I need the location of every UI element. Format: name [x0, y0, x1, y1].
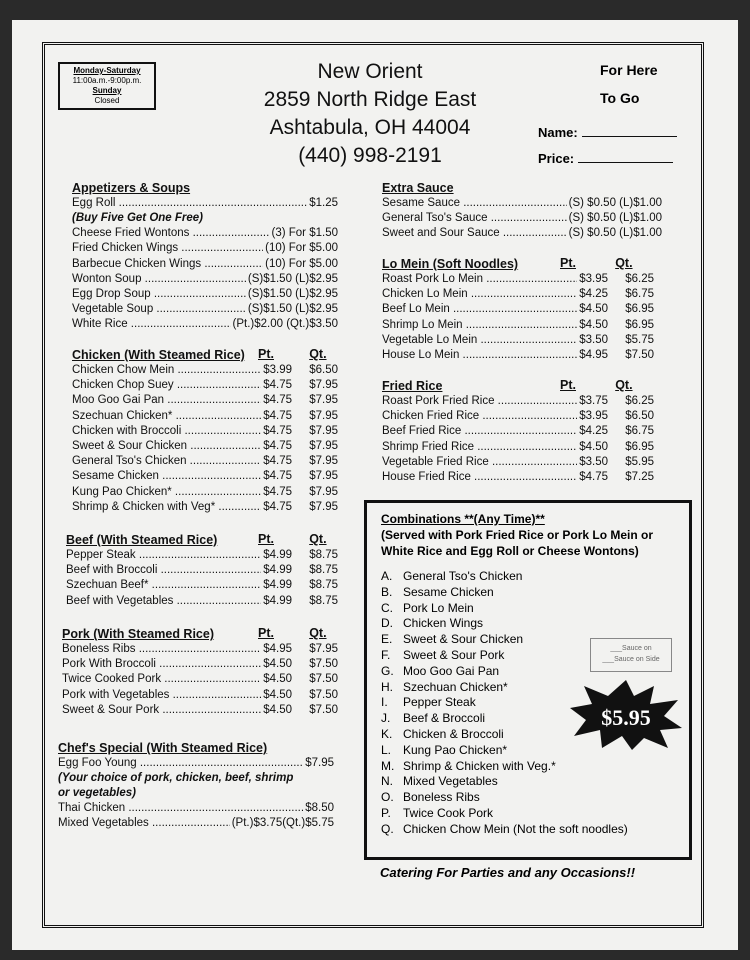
menu-row: Szechuan Beef* ..... $4.99 $8.75 — [66, 578, 338, 593]
section-title: Fried Rice — [382, 379, 443, 393]
menu-row: Sweet and Sour Sauce ..... (S) $0.50 (L)$1.00 — [382, 226, 662, 241]
menu-row: Vegetable Fried Rice ..... $3.50 $5.95 — [382, 455, 654, 470]
list-item: B. Sesame Chicken — [381, 584, 494, 599]
chefs-note: (Your choice of pork, chicken, beef, shrimp or vegetables) — [58, 772, 294, 800]
restaurant-header — [230, 58, 510, 170]
menu-row: Egg Roll ..... $1.25 — [72, 196, 338, 211]
menu-row: Egg Foo Young ..... $7.95 — [58, 756, 334, 771]
fried-rice-section — [382, 378, 654, 485]
menu-row: Shrimp Lo Mein ..... $4.50 $6.95 — [382, 318, 654, 333]
menu-row: Beef Fried Rice ..... $4.25 $6.75 — [382, 424, 654, 439]
hours-closed: Closed — [94, 96, 120, 105]
section-title: Chef's Special (With Steamed Rice) — [58, 741, 268, 755]
menu-row: Twice Cooked Pork ..... $4.50 $7.50 — [62, 672, 338, 687]
menu-row: Fried Chicken Wings ..... (10) For $5.00 — [72, 241, 338, 256]
extra-sauce-section — [382, 180, 662, 242]
combo-price: $5.95 — [601, 705, 651, 730]
menu-row: Pork with Vegetables ..... $4.50 $7.50 — [62, 688, 338, 703]
promo-note: (Buy Five Get One Free) — [72, 212, 204, 225]
order-fields — [538, 120, 677, 172]
list-item: G. Moo Goo Gai Pan — [381, 663, 500, 678]
for-here-label: For Here — [600, 62, 658, 78]
menu-row: Kung Pao Chicken* ..... $4.75 $7.95 — [72, 485, 338, 500]
lo-mein-section — [382, 256, 654, 363]
chefs-special-section — [58, 740, 334, 832]
menu-row: Chicken Chop Suey ..... $4.75 $7.95 — [72, 378, 338, 393]
menu-row: Chicken Chow Mein ..... $3.99 $6.50 — [72, 363, 338, 378]
menu-row: Wonton Soup ..... (S)$1.50 (L)$2.95 — [72, 272, 338, 287]
menu-row: Szechuan Chicken* ..... $4.75 $7.95 — [72, 409, 338, 424]
combo-desc: (Served with Pork Fried Rice or Pork Lo Mein or White Rice and Egg Roll or Cheese Wontons) — [381, 528, 654, 558]
combo-title: Combinations **(Any Time)** — [381, 512, 545, 526]
list-item: P. Twice Cook Pork — [381, 805, 494, 820]
menu-row: Egg Drop Soup ..... (S)$1.50 (L)$2.95 — [72, 287, 338, 302]
pork-col-headers: Pt. Qt. — [258, 626, 327, 640]
menu-row: Vegetable Soup ..... (S)$1.50 (L)$2.95 — [72, 302, 338, 317]
order-type — [600, 56, 658, 112]
menu-row: Beef with Broccoli ..... $4.99 $8.75 — [66, 563, 338, 578]
hours-time: 11:00a.m.-9:00p.m. — [72, 76, 142, 85]
price-line — [578, 162, 673, 163]
list-item: E. Sweet & Sour Chicken — [381, 632, 524, 647]
menu-row: Cheese Fried Wontons ..... (3) For $1.50 — [72, 226, 338, 241]
fried-rice-col-headers: Pt. Qt. — [560, 378, 633, 392]
price-label: Price: — [538, 151, 575, 166]
menu-row: Boneless Ribs ..... $4.95 $7.95 — [62, 642, 338, 657]
menu-row: Mixed Vegetables ..... (Pt.)$3.75(Qt.)$5.75 — [58, 816, 334, 831]
menu-row: Vegetable Lo Mein ..... $3.50 $5.75 — [382, 333, 654, 348]
sauce-side-label: ___Sauce on Side — [602, 656, 660, 663]
menu-row: Barbecue Chicken Wings ..... (10) For $5.00 — [72, 257, 338, 272]
menu-row: General Tso's Chicken ..... $4.75 $7.95 — [72, 454, 338, 469]
list-item: O. Boneless Ribs — [381, 790, 480, 805]
list-item: C. Pork Lo Mein — [381, 600, 474, 615]
menu-row: Sweet & Sour Chicken ..... $4.75 $7.95 — [72, 439, 338, 454]
menu-row: Pork With Broccoli ..... $4.50 $7.50 — [62, 657, 338, 672]
menu-row: Beef Lo Mein ..... $4.50 $6.95 — [382, 302, 654, 317]
restaurant-address: 2859 North Ridge East — [263, 88, 477, 111]
menu-row: Sweet & Sour Pork ..... $4.50 $7.50 — [62, 703, 338, 718]
menu-row: Thai Chicken ..... $8.50 — [58, 801, 334, 816]
section-title: Beef (With Steamed Rice) — [66, 533, 218, 547]
lo-mein-col-headers: Pt. Qt. — [560, 256, 633, 270]
section-title: Lo Mein (Soft Noodles) — [382, 257, 519, 271]
list-item: F. Sweet & Sour Pork — [381, 647, 505, 662]
menu-row: Moo Goo Gai Pan ..... $4.75 $7.95 — [72, 393, 338, 408]
appetizers-section — [72, 180, 338, 333]
menu-row: Beef with Vegetables ..... $4.99 $8.75 — [66, 594, 338, 609]
menu-row: Pepper Steak ..... $4.99 $8.75 — [66, 548, 338, 563]
chicken-section — [72, 347, 338, 515]
chicken-col-headers: Pt. Qt. — [258, 347, 327, 361]
menu-row: General Tso's Sauce ..... (S) $0.50 (L)$1.00 — [382, 211, 662, 226]
section-title: Appetizers & Soups — [72, 181, 191, 195]
menu-row: House Fried Rice ..... $4.75 $7.25 — [382, 470, 654, 485]
list-item: M. Shrimp & Chicken with Veg.* — [381, 758, 556, 773]
list-item: J. Beef & Broccoli — [381, 711, 486, 726]
restaurant-name: New Orient — [317, 60, 423, 83]
menu-row: Sesame Chicken ..... $4.75 $7.95 — [72, 469, 338, 484]
menu-row: Shrimp & Chicken with Veg* ..... $4.75 $7.95 — [72, 500, 338, 515]
list-item: A. General Tso's Chicken — [381, 569, 523, 583]
menu-row: Chicken Fried Rice ..... $3.95 $6.50 — [382, 409, 654, 424]
to-go-label: To Go — [600, 90, 640, 106]
price-starburst — [570, 680, 682, 750]
menu-row: House Lo Mein ..... $4.95 $7.50 — [382, 348, 654, 363]
list-item: Q. Chicken Chow Mein (Not the soft noodles) — [381, 821, 628, 836]
section-title: Chicken (With Steamed Rice) — [72, 348, 245, 362]
list-item: K. Chicken & Broccoli — [381, 726, 504, 741]
list-item: L. Kung Pao Chicken* — [381, 742, 508, 757]
sauce-option-box — [590, 638, 672, 672]
menu-row: Roast Pork Fried Rice ..... $3.75 $6.25 — [382, 394, 654, 409]
menu-row: Roast Pork Lo Mein ..... $3.95 $6.25 — [382, 272, 654, 287]
menu-row: Chicken with Broccoli ..... $4.75 $7.95 — [72, 424, 338, 439]
menu-row: White Rice ..... (Pt.)$2.00 (Qt.)$3.50 — [72, 317, 338, 332]
section-title: Pork (With Steamed Rice) — [62, 627, 215, 641]
beef-col-headers: Pt. Qt. — [258, 532, 327, 546]
section-title: Extra Sauce — [382, 181, 454, 195]
hours-days: Monday-Saturday — [73, 66, 141, 75]
restaurant-city: Ashtabula, OH 44004 — [269, 116, 471, 139]
sauce-on-label: ___Sauce on — [610, 645, 652, 652]
menu-row: Sesame Sauce ..... (S) $0.50 (L)$1.00 — [382, 196, 662, 211]
hours-sunday: Sunday — [92, 86, 122, 95]
catering-footer: Catering For Parties and any Occasions!! — [380, 865, 636, 880]
list-item: I. Pepper Steak — [381, 695, 476, 710]
name-label: Name: — [538, 125, 578, 140]
menu-row: Chicken Lo Mein ..... $4.25 $6.75 — [382, 287, 654, 302]
restaurant-phone: (440) 998-2191 — [298, 144, 442, 167]
menu-row: Shrimp Fried Rice ..... $4.50 $6.95 — [382, 440, 654, 455]
name-line — [582, 136, 677, 137]
list-item: H. Szechuan Chicken* — [381, 679, 508, 694]
hours-box — [58, 62, 156, 110]
list-item: D. Chicken Wings — [381, 616, 484, 631]
list-item: N. Mixed Vegetables — [381, 774, 498, 789]
